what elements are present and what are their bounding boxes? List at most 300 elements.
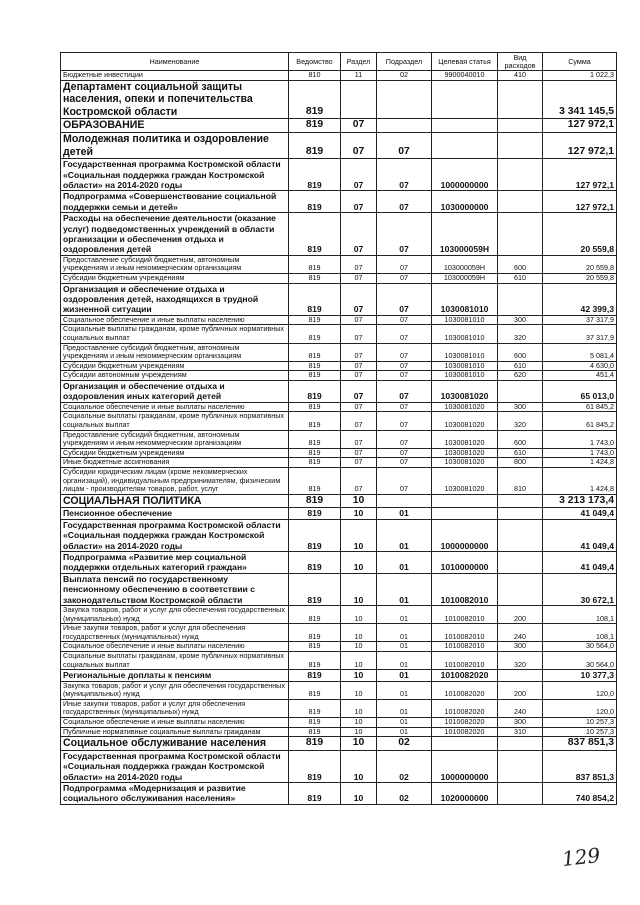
- row-section: 07: [341, 255, 377, 273]
- row-sum: 10 377,3: [543, 670, 617, 681]
- row-expense: 320: [498, 412, 543, 430]
- row-subsection: 01: [377, 573, 432, 605]
- row-expense: 200: [498, 605, 543, 623]
- row-name: Иные закупки товаров, работ и услуг для обеспечения государственных (муниципальных) нужд: [61, 699, 289, 717]
- table-row: [61, 642, 617, 652]
- row-target: [432, 80, 498, 119]
- row-subsection: 07: [377, 213, 432, 256]
- row-subsection: 01: [377, 699, 432, 717]
- row-section: 07: [341, 467, 377, 494]
- row-subsection: [377, 494, 432, 508]
- row-dept: 819: [289, 325, 341, 343]
- row-name: Пенсионное обеспечение: [61, 508, 289, 519]
- row-name: Социальные выплаты гражданам, кроме публичных нормативных социальных выплат: [61, 325, 289, 343]
- table-row: [61, 699, 617, 717]
- table-row: [61, 412, 617, 430]
- row-subsection: 07: [377, 159, 432, 191]
- row-section: 07: [341, 325, 377, 343]
- row-subsection: 07: [377, 255, 432, 273]
- row-name: Субсидии юридическим лицам (кроме некоммерческих организаций), индивидуальным предпринимателям, физическим лицам - производителям товаров, работ, услуг: [61, 467, 289, 494]
- table-row: [61, 782, 617, 804]
- header-expense: Вид расходов: [498, 53, 543, 71]
- row-subsection: 02: [377, 782, 432, 804]
- row-sum: 127 972,1: [543, 119, 617, 133]
- row-section: 07: [341, 283, 377, 315]
- row-name: Подпрограмма «Совершенствование социальной поддержки семьи и детей»: [61, 191, 289, 213]
- table-row: [61, 343, 617, 361]
- row-section: 10: [341, 699, 377, 717]
- row-sum: 451,4: [543, 371, 617, 381]
- table-row: [61, 361, 617, 371]
- row-section: 10: [341, 624, 377, 642]
- row-target: 1010082010: [432, 642, 498, 652]
- row-section: 10: [341, 494, 377, 508]
- row-sum: 127 972,1: [543, 132, 617, 158]
- row-target: 1010000000: [432, 551, 498, 573]
- row-expense: 200: [498, 681, 543, 699]
- row-subsection: 01: [377, 508, 432, 519]
- row-dept: 819: [289, 750, 341, 782]
- row-target: 103000059Н: [432, 213, 498, 256]
- row-dept: 819: [289, 283, 341, 315]
- row-subsection: 07: [377, 380, 432, 402]
- row-name: Социальное обеспечение и иные выплаты населению: [61, 642, 289, 652]
- row-name: Субсидии бюджетным учреждениям: [61, 361, 289, 371]
- row-section: 10: [341, 737, 377, 751]
- row-section: 10: [341, 551, 377, 573]
- row-section: 07: [341, 448, 377, 458]
- row-target: 1030081010: [432, 315, 498, 325]
- row-sum: 10 257,3: [543, 727, 617, 737]
- row-target: 1030000000: [432, 191, 498, 213]
- row-dept: 819: [289, 412, 341, 430]
- row-target: 1030081020: [432, 412, 498, 430]
- row-subsection: 01: [377, 727, 432, 737]
- row-target: 1000000000: [432, 519, 498, 551]
- row-dept: 819: [289, 651, 341, 669]
- table-row: [61, 737, 617, 751]
- row-target: 1010082010: [432, 573, 498, 605]
- row-name: Организация и обеспечение отдыха и оздоровления иных категорий детей: [61, 380, 289, 402]
- row-expense: 300: [498, 717, 543, 727]
- row-subsection: 07: [377, 412, 432, 430]
- row-name: Предоставление субсидий бюджетным, автономным учреждениям и иным некоммерческим организациям: [61, 430, 289, 448]
- row-dept: 819: [289, 670, 341, 681]
- row-dept: 819: [289, 508, 341, 519]
- budget-table: [60, 52, 617, 805]
- row-sum: 837 851,3: [543, 750, 617, 782]
- row-sum: 740 854,2: [543, 782, 617, 804]
- row-expense: [498, 494, 543, 508]
- row-subsection: 02: [377, 750, 432, 782]
- row-name: Расходы на обеспечение деятельности (оказание услуг) подведомственных учреждений в области организации и обеспечения отдыха и оздоровления детей: [61, 213, 289, 256]
- table-row: [61, 717, 617, 727]
- row-sum: 30 564,0: [543, 651, 617, 669]
- row-section: 07: [341, 343, 377, 361]
- row-target: [432, 494, 498, 508]
- row-sum: 65 013,0: [543, 380, 617, 402]
- row-dept: 819: [289, 343, 341, 361]
- row-sum: 30 564,0: [543, 642, 617, 652]
- row-target: 1030081010: [432, 361, 498, 371]
- table-row: [61, 458, 617, 468]
- row-section: 07: [341, 213, 377, 256]
- row-expense: [498, 80, 543, 119]
- row-subsection: 01: [377, 651, 432, 669]
- row-name: Предоставление субсидий бюджетным, автономным учреждениям и иным некоммерческим организациям: [61, 255, 289, 273]
- row-target: 1030081010: [432, 325, 498, 343]
- table-row: [61, 670, 617, 681]
- row-name: Иные бюджетные ассигнования: [61, 458, 289, 468]
- row-section: 07: [341, 458, 377, 468]
- row-sum: 3 341 145,5: [543, 80, 617, 119]
- row-target: 103000059Н: [432, 274, 498, 284]
- row-name: Подпрограмма «Развитие мер социальной поддержки отдельных категорий граждан»: [61, 551, 289, 573]
- row-dept: 819: [289, 717, 341, 727]
- row-dept: 819: [289, 699, 341, 717]
- row-subsection: 01: [377, 624, 432, 642]
- row-section: 10: [341, 727, 377, 737]
- row-name: Социальное обслуживание населения: [61, 737, 289, 751]
- row-expense: 410: [498, 71, 543, 81]
- row-subsection: 07: [377, 191, 432, 213]
- row-sum: 127 972,1: [543, 159, 617, 191]
- row-name: Социальное обеспечение и иные выплаты населению: [61, 402, 289, 412]
- row-subsection: 01: [377, 717, 432, 727]
- row-name: Бюджетные инвестиции: [61, 71, 289, 81]
- row-subsection: 07: [377, 315, 432, 325]
- row-expense: 240: [498, 699, 543, 717]
- table-row: [61, 624, 617, 642]
- row-expense: 600: [498, 430, 543, 448]
- row-subsection: 07: [377, 274, 432, 284]
- row-name: Социальные выплаты гражданам, кроме публичных нормативных социальных выплат: [61, 651, 289, 669]
- row-subsection: 07: [377, 361, 432, 371]
- row-expense: 300: [498, 642, 543, 652]
- row-dept: 819: [289, 191, 341, 213]
- table-row: [61, 191, 617, 213]
- row-expense: 810: [498, 467, 543, 494]
- row-name: Закупка товаров, работ и услуг для обеспечения государственных (муниципальных) нужд: [61, 681, 289, 699]
- row-sum: 30 672,1: [543, 573, 617, 605]
- row-expense: [498, 213, 543, 256]
- row-subsection: [377, 119, 432, 133]
- row-section: [341, 80, 377, 119]
- row-section: 10: [341, 605, 377, 623]
- table-row: [61, 681, 617, 699]
- header-section: Раздел: [341, 53, 377, 71]
- table-row: [61, 605, 617, 623]
- row-dept: 819: [289, 371, 341, 381]
- table-row: [61, 325, 617, 343]
- row-target: 1030081010: [432, 371, 498, 381]
- row-section: 10: [341, 642, 377, 652]
- row-expense: 320: [498, 325, 543, 343]
- row-expense: 240: [498, 624, 543, 642]
- row-name: Подпрограмма «Модернизация и развитие социального обслуживания населения»: [61, 782, 289, 804]
- row-sum: 61 845,2: [543, 412, 617, 430]
- row-dept: 819: [289, 494, 341, 508]
- row-sum: 37 317,9: [543, 315, 617, 325]
- table-row: [61, 448, 617, 458]
- row-sum: 42 399,3: [543, 283, 617, 315]
- row-dept: 819: [289, 642, 341, 652]
- row-target: 1010082020: [432, 699, 498, 717]
- row-target: 1010082020: [432, 717, 498, 727]
- row-dept: 819: [289, 624, 341, 642]
- row-dept: 819: [289, 467, 341, 494]
- row-target: 1000000000: [432, 159, 498, 191]
- row-target: 1010082010: [432, 605, 498, 623]
- table-row: [61, 467, 617, 494]
- row-name: Социальное обеспечение и иные выплаты населению: [61, 717, 289, 727]
- row-expense: [498, 573, 543, 605]
- row-dept: 819: [289, 727, 341, 737]
- row-name: Социальные выплаты гражданам, кроме публичных нормативных социальных выплат: [61, 412, 289, 430]
- table-header-row: [61, 53, 617, 71]
- row-expense: 610: [498, 448, 543, 458]
- row-dept: 819: [289, 448, 341, 458]
- row-dept: 819: [289, 132, 341, 158]
- table-row: [61, 402, 617, 412]
- row-section: 10: [341, 750, 377, 782]
- row-expense: [498, 737, 543, 751]
- row-dept: 819: [289, 430, 341, 448]
- row-section: 10: [341, 681, 377, 699]
- row-expense: 800: [498, 458, 543, 468]
- row-target: 1030081010: [432, 283, 498, 315]
- header-sum: Сумма: [543, 53, 617, 71]
- row-section: 07: [341, 371, 377, 381]
- row-section: 07: [341, 119, 377, 133]
- row-subsection: 07: [377, 343, 432, 361]
- row-expense: 320: [498, 651, 543, 669]
- row-sum: 120,0: [543, 681, 617, 699]
- row-expense: 620: [498, 371, 543, 381]
- row-target: 1010082020: [432, 727, 498, 737]
- row-sum: 1 743,0: [543, 448, 617, 458]
- row-dept: 819: [289, 551, 341, 573]
- row-subsection: 07: [377, 458, 432, 468]
- row-sum: 3 213 173,4: [543, 494, 617, 508]
- row-dept: 819: [289, 274, 341, 284]
- table-row: [61, 315, 617, 325]
- row-name: СОЦИАЛЬНАЯ ПОЛИТИКА: [61, 494, 289, 508]
- row-target: 1030081020: [432, 430, 498, 448]
- row-dept: 819: [289, 361, 341, 371]
- row-target: [432, 508, 498, 519]
- row-name: Субсидии бюджетным учреждениям: [61, 448, 289, 458]
- table-row: [61, 283, 617, 315]
- row-section: 07: [341, 191, 377, 213]
- header-subsection: Подраздел: [377, 53, 432, 71]
- row-target: 1010082020: [432, 681, 498, 699]
- row-subsection: 07: [377, 325, 432, 343]
- row-target: 1030081020: [432, 448, 498, 458]
- row-section: 10: [341, 782, 377, 804]
- row-sum: 837 851,3: [543, 737, 617, 751]
- row-target: 1030081010: [432, 343, 498, 361]
- row-dept: 819: [289, 159, 341, 191]
- row-dept: 819: [289, 458, 341, 468]
- row-dept: 819: [289, 80, 341, 119]
- table-row: [61, 519, 617, 551]
- table-row: [61, 508, 617, 519]
- row-sum: 1 743,0: [543, 430, 617, 448]
- row-dept: 819: [289, 119, 341, 133]
- row-subsection: 01: [377, 681, 432, 699]
- row-section: 07: [341, 132, 377, 158]
- row-expense: [498, 750, 543, 782]
- table-row: [61, 430, 617, 448]
- table-row: [61, 255, 617, 273]
- row-section: 10: [341, 573, 377, 605]
- row-expense: [498, 380, 543, 402]
- row-sum: 1 424,8: [543, 458, 617, 468]
- table-row: [61, 80, 617, 119]
- row-subsection: 07: [377, 402, 432, 412]
- row-name: ОБРАЗОВАНИЕ: [61, 119, 289, 133]
- row-expense: 610: [498, 274, 543, 284]
- row-section: 10: [341, 670, 377, 681]
- row-expense: [498, 159, 543, 191]
- row-name: Департамент социальной защиты населения, опеки и попечительства Костромской области: [61, 80, 289, 119]
- row-expense: 300: [498, 315, 543, 325]
- budget-document: [60, 52, 616, 805]
- row-name: Государственная программа Костромской области «Социальная поддержка граждан Костромской области» на 2014-2020 годы: [61, 159, 289, 191]
- row-name: Выплата пенсий по государственному пенсионному обеспечению в соответствии с законодательством Костромской области: [61, 573, 289, 605]
- row-section: 07: [341, 430, 377, 448]
- row-dept: 819: [289, 255, 341, 273]
- row-section: 10: [341, 519, 377, 551]
- table-row: [61, 494, 617, 508]
- row-expense: 600: [498, 343, 543, 361]
- row-target: 103000059Н: [432, 255, 498, 273]
- table-row: [61, 119, 617, 133]
- row-expense: [498, 551, 543, 573]
- row-expense: [498, 670, 543, 681]
- row-subsection: 07: [377, 371, 432, 381]
- row-expense: [498, 519, 543, 551]
- row-expense: 300: [498, 402, 543, 412]
- row-expense: 310: [498, 727, 543, 737]
- row-expense: [498, 191, 543, 213]
- row-dept: 810: [289, 71, 341, 81]
- row-name: Социальное обеспечение и иные выплаты населению: [61, 315, 289, 325]
- row-sum: 20 559,8: [543, 274, 617, 284]
- table-row: [61, 213, 617, 256]
- row-section: 07: [341, 274, 377, 284]
- row-target: 9900040010: [432, 71, 498, 81]
- row-sum: 20 559,8: [543, 213, 617, 256]
- row-sum: 108,1: [543, 605, 617, 623]
- row-dept: 819: [289, 213, 341, 256]
- header-target: Целевая статья: [432, 53, 498, 71]
- row-subsection: 07: [377, 467, 432, 494]
- row-dept: 819: [289, 573, 341, 605]
- row-sum: 10 257,3: [543, 717, 617, 727]
- row-target: 1000000000: [432, 750, 498, 782]
- row-target: [432, 132, 498, 158]
- row-sum: 20 559,8: [543, 255, 617, 273]
- row-dept: 819: [289, 402, 341, 412]
- row-section: 10: [341, 651, 377, 669]
- row-subsection: 01: [377, 519, 432, 551]
- page-number: 129: [560, 843, 602, 871]
- row-name: Иные закупки товаров, работ и услуг для обеспечения государственных (муниципальных) нужд: [61, 624, 289, 642]
- row-name: Субсидии бюджетным учреждениям: [61, 274, 289, 284]
- table-row: [61, 71, 617, 81]
- row-subsection: 07: [377, 448, 432, 458]
- row-name: Закупка товаров, работ и услуг для обеспечения государственных (муниципальных) нужд: [61, 605, 289, 623]
- row-sum: 120,0: [543, 699, 617, 717]
- row-sum: 5 081,4: [543, 343, 617, 361]
- row-sum: 4 630,0: [543, 361, 617, 371]
- row-section: 07: [341, 361, 377, 371]
- table-body: [61, 71, 617, 805]
- row-subsection: 07: [377, 430, 432, 448]
- row-target: [432, 119, 498, 133]
- row-target: 1010082020: [432, 670, 498, 681]
- row-target: 1010082010: [432, 624, 498, 642]
- row-name: Молодежная политика и оздоровление детей: [61, 132, 289, 158]
- header-name: Наименование: [61, 53, 289, 71]
- row-subsection: 01: [377, 551, 432, 573]
- row-subsection: 02: [377, 737, 432, 751]
- table-row: [61, 371, 617, 381]
- row-subsection: 07: [377, 132, 432, 158]
- row-target: 1030081020: [432, 380, 498, 402]
- row-sum: 41 049,4: [543, 508, 617, 519]
- row-target: 1030081020: [432, 402, 498, 412]
- row-name: Организация и обеспечение отдыха и оздоровления детей, находящихся в трудной жизненной ситуации: [61, 283, 289, 315]
- table-row: [61, 380, 617, 402]
- row-sum: 61 845,2: [543, 402, 617, 412]
- row-dept: 819: [289, 681, 341, 699]
- table-row: [61, 651, 617, 669]
- row-target: 1030081020: [432, 467, 498, 494]
- row-target: 1020000000: [432, 782, 498, 804]
- row-section: 11: [341, 71, 377, 81]
- row-subsection: 01: [377, 605, 432, 623]
- row-expense: [498, 132, 543, 158]
- row-subsection: 02: [377, 71, 432, 81]
- row-sum: 108,1: [543, 624, 617, 642]
- row-expense: 610: [498, 361, 543, 371]
- row-section: 07: [341, 412, 377, 430]
- table-row: [61, 132, 617, 158]
- table-row: [61, 750, 617, 782]
- row-sum: 37 317,9: [543, 325, 617, 343]
- row-sum: 127 972,1: [543, 191, 617, 213]
- row-target: 1010082010: [432, 651, 498, 669]
- table-row: [61, 274, 617, 284]
- row-section: 07: [341, 402, 377, 412]
- row-dept: 819: [289, 380, 341, 402]
- row-expense: [498, 119, 543, 133]
- row-name: Региональные доплаты к пенсиям: [61, 670, 289, 681]
- row-expense: 600: [498, 255, 543, 273]
- row-target: 1030081020: [432, 458, 498, 468]
- row-subsection: 01: [377, 642, 432, 652]
- row-section: 07: [341, 159, 377, 191]
- row-sum: 41 049,4: [543, 551, 617, 573]
- row-sum: 1 022,3: [543, 71, 617, 81]
- row-expense: [498, 782, 543, 804]
- row-dept: 819: [289, 605, 341, 623]
- row-section: 07: [341, 315, 377, 325]
- table-row: [61, 727, 617, 737]
